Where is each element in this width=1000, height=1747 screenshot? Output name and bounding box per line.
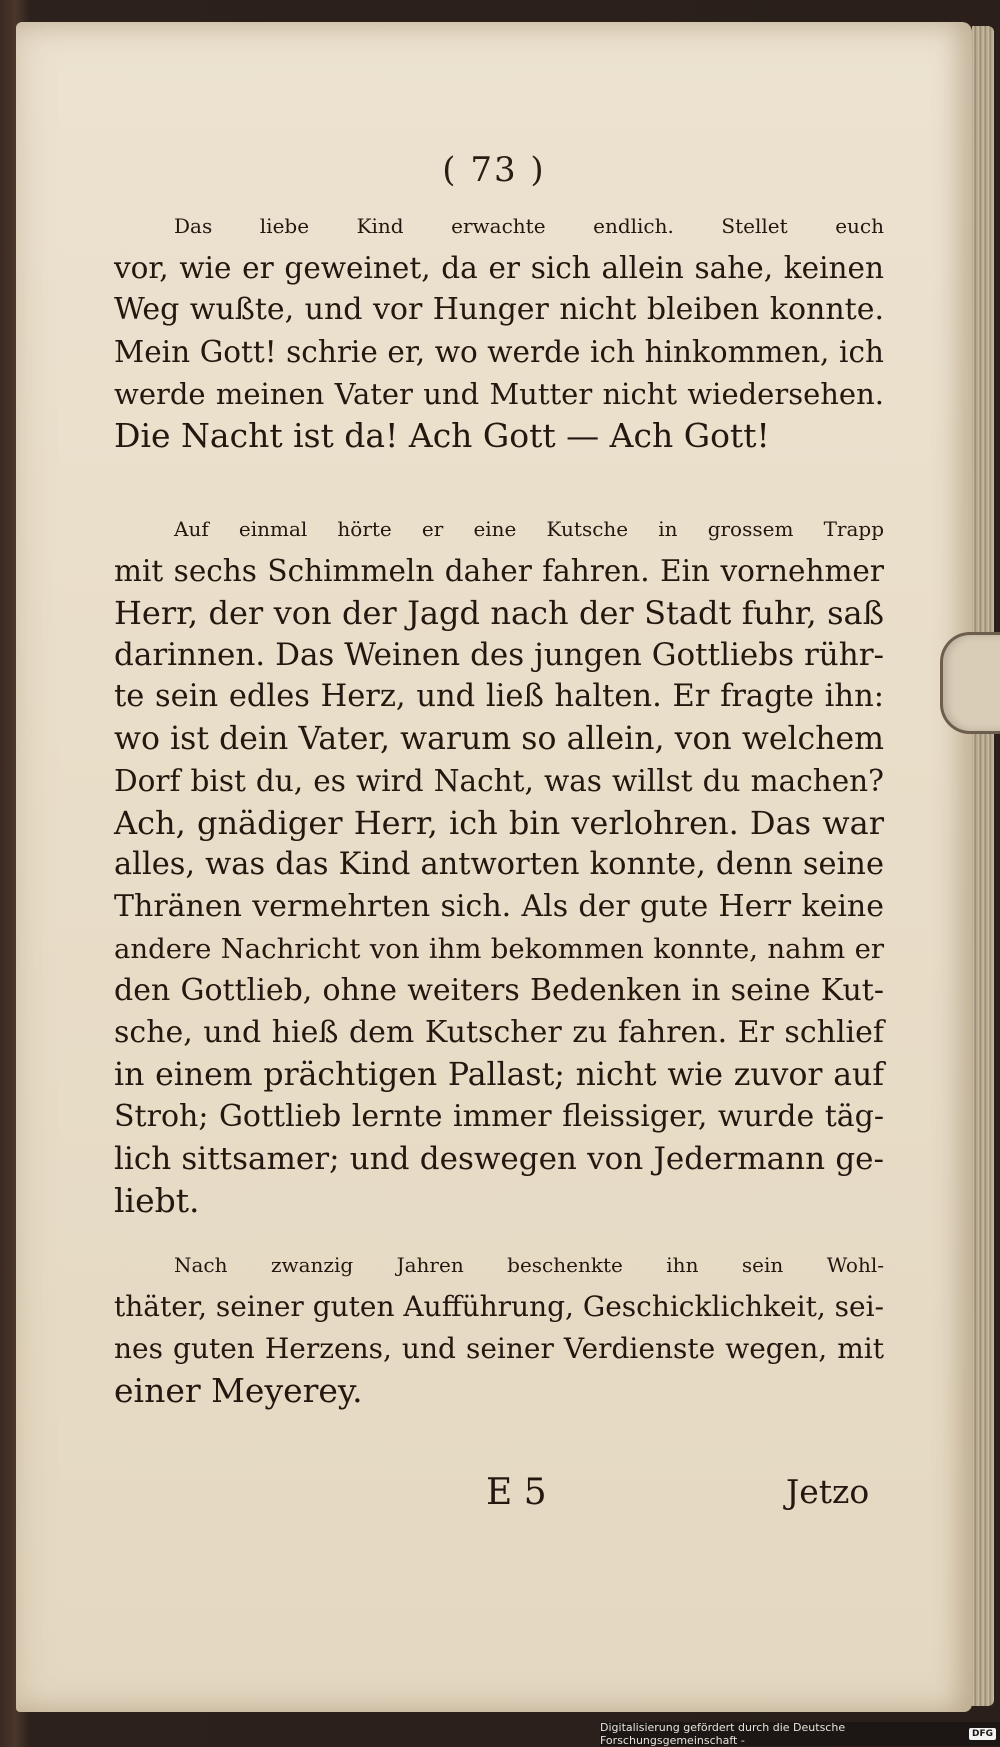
text-line: Dorf bist du, es wird Nacht, was willst du machen? xyxy=(114,764,884,798)
paragraph-2 xyxy=(114,508,884,1222)
text-line: lich sittsamer; und deswegen von Jedermann ge- xyxy=(114,1141,884,1177)
page-edge xyxy=(972,26,994,1706)
text-line: thäter, seiner guten Aufführung, Geschicklichkeit, sei- xyxy=(114,1290,884,1323)
text-line: werde meinen Vater und Mutter nicht wiedersehen. xyxy=(114,377,884,411)
book-page xyxy=(16,22,972,1712)
footer-text: Digitalisierung gefördert durch die Deutsche Forschungsgemeinschaft - xyxy=(600,1721,846,1747)
page-number-header: ( 73 ) xyxy=(442,150,546,190)
text-line: Ach, gnädiger Herr, ich bin verlohren. Das war xyxy=(114,804,884,842)
text-line: Thränen vermehrten sich. Als der gute Herr keine xyxy=(114,889,884,924)
text-line: in einem prächtigen Pallast; nicht wie zuvor auf xyxy=(114,1057,884,1093)
text-line: Auf einmal hörte er eine Kutsche in grossem Trapp xyxy=(174,517,884,541)
text-line: andere Nachricht von ihm bekommen konnte, nahm er xyxy=(114,933,884,965)
catchword: Jetzo xyxy=(786,1472,870,1511)
text-line: vor, wie er geweinet, da er sich allein sahe, keinen xyxy=(114,251,884,285)
text-line: alles, was das Kind antworten konnte, denn seine xyxy=(114,847,884,882)
paragraph-3 xyxy=(114,1244,884,1412)
digitization-footer xyxy=(600,1722,1000,1746)
text-line: sche, und hieß dem Kutscher zu fahren. Er schlief xyxy=(114,1015,884,1050)
text-line: nes guten Herzens, und seiner Verdienste wegen, mit xyxy=(114,1332,884,1365)
text-line: Nach zwanzig Jahren beschenkte ihn sein Wohl- xyxy=(174,1253,884,1277)
text-line: einer Meyerey. xyxy=(114,1371,363,1410)
text-line: mit sechs Schimmeln daher fahren. Ein vornehmer xyxy=(114,554,884,588)
text-line: Mein Gott! schrie er, wo werde ich hinkommen, ich xyxy=(114,335,884,369)
text-line: den Gottlieb, ohne weiters Bedenken in seine Kut- xyxy=(114,973,884,1008)
text-line: Die Nacht ist da! Ach Gott — Ach Gott! xyxy=(114,416,770,455)
text-line: wo ist dein Vater, warum so allein, von welchem xyxy=(114,721,884,757)
text-line: liebt. xyxy=(114,1181,200,1220)
dfg-logo: DFG xyxy=(969,1728,996,1740)
text-line: Stroh; Gottlieb lernte immer fleissiger, wurde täg- xyxy=(114,1099,884,1134)
text-line: Das liebe Kind erwachte endlich. Stellet euch xyxy=(174,214,884,238)
page-tab-marker xyxy=(940,632,1000,734)
text-line: te sein edles Herz, und ließ halten. Er fragte ihn: xyxy=(114,679,884,714)
signature-mark: E 5 xyxy=(486,1472,547,1513)
paragraph-1 xyxy=(114,205,884,457)
text-line: Herr, der von der Jagd nach der Stadt fuhr, saß xyxy=(114,594,884,632)
text-line: darinnen. Das Weinen des jungen Gottliebs rühr- xyxy=(114,637,884,673)
text-line: Weg wußte, und vor Hunger nicht bleiben konnte. xyxy=(114,292,884,327)
